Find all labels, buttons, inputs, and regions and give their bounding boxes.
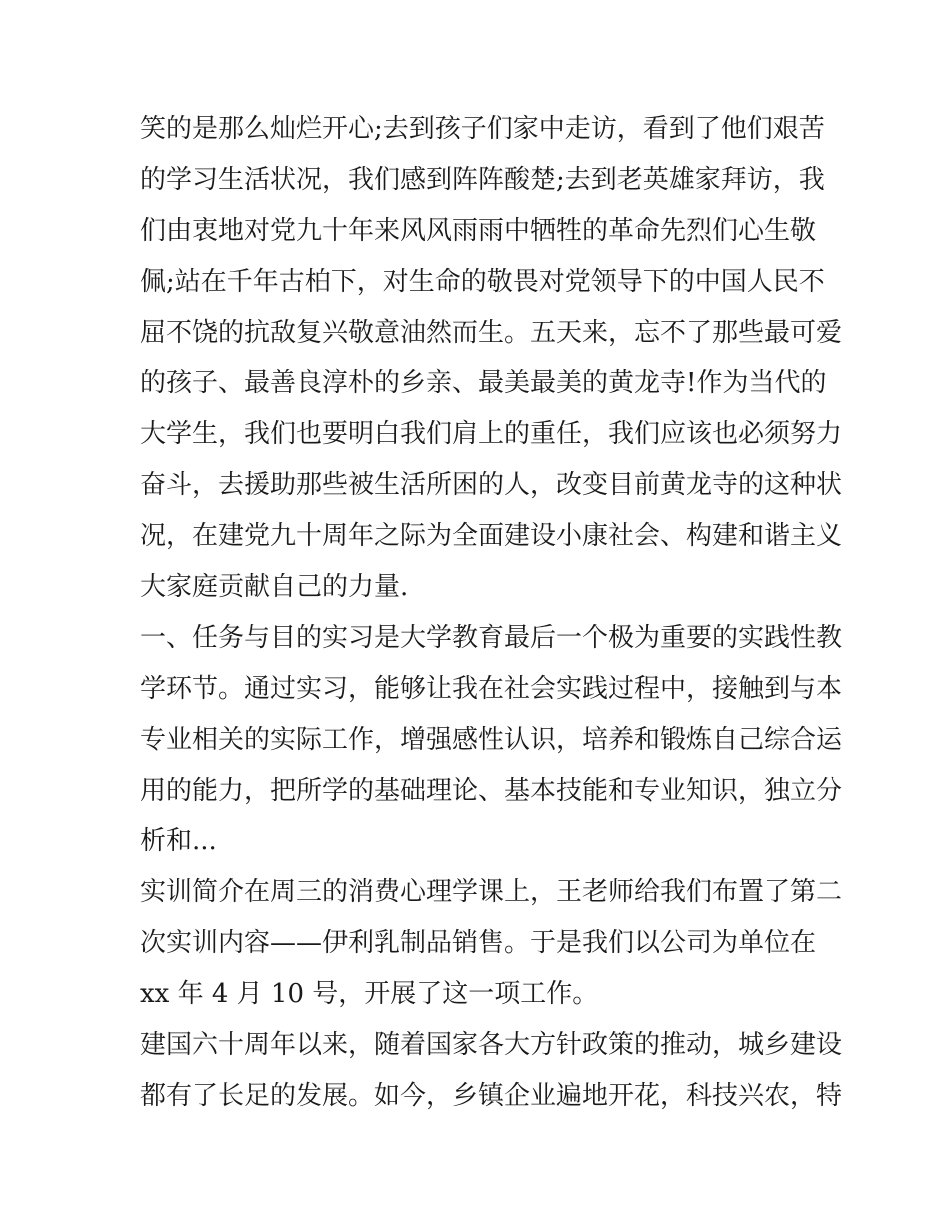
document-body — [140, 104, 843, 1122]
text-line: 学环节。通过实习，能够让我在社会实践过程中，接触到与本 — [140, 673, 843, 704]
text-line: 佩;站在千年古柏下，对生命的敬畏对党领导下的中国人民不 — [140, 266, 825, 297]
text-line: 们由衷地对党九十年来风风雨雨中牺牲的革命先烈们心生敬 — [140, 215, 817, 246]
text-line: 用的能力，把所学的基础理论、基本技能和专业知识，独立分 — [140, 775, 843, 806]
text-line: 的学习生活状况，我们感到阵阵酸楚;去到老英雄家拜访，我 — [140, 164, 825, 195]
text-line: 的孩子、最善良淳朴的乡亲、最美最美的黄龙寺!作为当代的 — [140, 368, 827, 399]
text-line: 笑的是那么灿烂开心;去到孩子们家中走访，看到了他们艰苦 — [140, 114, 825, 144]
text-line: 次实训内容——伊利乳制品销售。于是我们以公司为单位在 — [140, 928, 817, 959]
text-line: 都有了长足的发展。如今，乡镇企业遍地开花，科技兴农，特 — [140, 1080, 843, 1111]
text-line: 专业相关的实际工作，增强感性认识，培养和锻炼自己综合运 — [140, 724, 843, 755]
text-line: 奋斗，去援助那些被生活所困的人，改变目前黄龙寺的这种状 — [140, 470, 843, 501]
text-line: 屈不饶的抗敌复兴敬意油然而生。五天来，忘不了那些最可爱 — [140, 317, 843, 348]
text-line: 大家庭贡献自己的力量. — [140, 572, 409, 603]
text-line: 况，在建党九十周年之际为全面建设小康社会、构建和谐主义 — [140, 521, 843, 552]
text-line: xx 年 4 月 10 号，开展了这一项工作。 — [140, 979, 599, 1010]
text-line: 实训简介在周三的消费心理学课上，王老师给我们布置了第二 — [140, 877, 843, 908]
text-line: 大学生，我们也要明白我们肩上的重任，我们应该也必须努力 — [140, 419, 843, 450]
text-line: 析和... — [140, 826, 217, 857]
text-line: 一、任务与目的实习是大学教育最后一个极为重要的实践性教 — [140, 622, 843, 653]
text-line: 建国六十周年以来，随着国家各大方针政策的推动，城乡建设 — [140, 1030, 843, 1061]
